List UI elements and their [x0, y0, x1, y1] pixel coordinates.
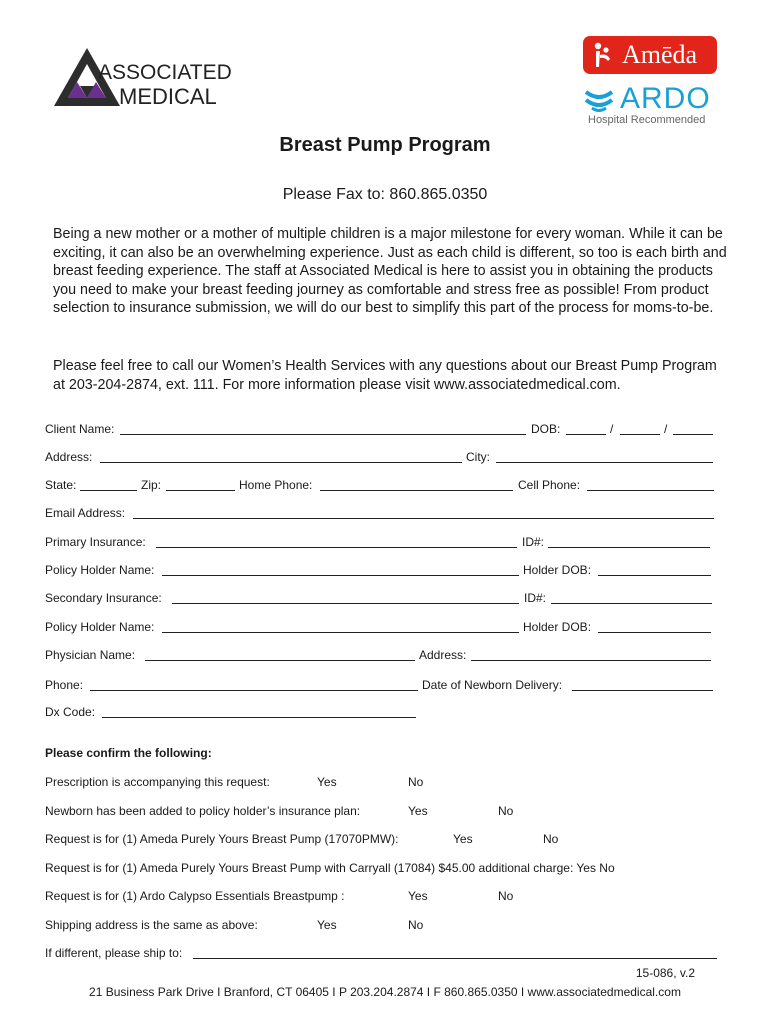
cell-phone-label: Cell Phone: [518, 478, 581, 492]
email-label: Email Address: [45, 506, 126, 520]
confirm-item-label: Newborn has been added to policy holder’s insurance plan: [45, 804, 361, 818]
confirm-no-option[interactable]: No [408, 775, 424, 789]
client-name-label: Client Name: [45, 422, 115, 436]
fax-number-line: Please Fax to: 860.865.0350 [282, 186, 488, 203]
dx-code-label: Dx Code: [45, 705, 96, 719]
confirm-heading: Please confirm the following: [45, 746, 212, 760]
cell-phone-field[interactable] [587, 490, 714, 491]
confirm-no-option[interactable]: No [498, 804, 514, 818]
ardo-logo [584, 84, 718, 130]
policy-holder-name-label: Policy Holder Name: [45, 563, 155, 577]
holder-dob-field-2[interactable] [598, 632, 711, 633]
confirm-yes-option[interactable]: Yes [408, 889, 428, 903]
primary-insurance-label: Primary Insurance: [45, 535, 146, 549]
dob-label: DOB: [531, 422, 561, 436]
home-phone-field[interactable] [320, 490, 513, 491]
ship-to-row [45, 945, 715, 963]
confirm-item-label: Request is for (1) Ameda Purely Yours Breast Pump with Carryall (17084) $45.00 additional charge: Yes No [45, 861, 615, 875]
policy-holder-name-field[interactable] [162, 575, 519, 576]
ardo-wave-icon [584, 86, 614, 114]
confirm-item-5 [45, 888, 715, 906]
address-field[interactable] [100, 462, 462, 463]
state-label: State: [45, 478, 77, 492]
physician-row [45, 647, 715, 665]
email-field[interactable] [133, 518, 714, 519]
dx-code-row [45, 704, 715, 722]
physician-name-field[interactable] [145, 660, 415, 661]
phone-label: Phone: [45, 678, 84, 692]
confirm-item-1 [45, 774, 715, 792]
confirm-item-3 [45, 831, 715, 849]
confirm-no-option[interactable]: No [543, 832, 559, 846]
footer-contact: 21 Business Park Drive I Branford, CT 06405 I P 203.204.2874 I F 860.865.0350 I www.associatedmedical.com [89, 985, 681, 999]
client-name-row [45, 421, 715, 439]
secondary-insurance-field[interactable] [172, 603, 519, 604]
policy-holder-name-field-2[interactable] [162, 632, 519, 633]
intro-paragraph-1: Being a new mother or a mother of multiple children is a major milestone for every woman. While it can be exciting, it can also be an overwhelming experience. Just as each child is different, so too is each birth and breast feeding experience. The staff at Associated Medical is here to assist you in obtaining the products you need to make your breast feeding journey as comfortable and stress free as possible! From product selection to insurance submission, we will do our best to simplify this part of the process for moms-to-be. [53, 226, 727, 317]
dob-separator: / [610, 422, 614, 436]
confirm-item-6 [45, 917, 715, 935]
dob-day-field[interactable] [620, 434, 660, 435]
confirm-item-label: Request is for (1) Ardo Calypso Essentials Breastpump : [45, 889, 345, 903]
physician-address-label: Address: [419, 648, 467, 662]
city-label: City: [466, 450, 490, 464]
confirm-no-option[interactable]: No [498, 889, 514, 903]
phone-field[interactable] [90, 690, 418, 691]
dob-year-field[interactable] [673, 434, 713, 435]
confirm-yes-option[interactable]: Yes [317, 775, 337, 789]
policy-holder-row-1 [45, 562, 715, 580]
confirm-item-label: Prescription is accompanying this request: [45, 775, 270, 789]
confirm-yes-option[interactable]: Yes [317, 918, 337, 932]
holder-dob-field[interactable] [598, 575, 711, 576]
secondary-insurance-row [45, 590, 715, 608]
state-zip-phone-row [45, 477, 715, 495]
physician-address-field[interactable] [471, 660, 711, 661]
ameda-mother-icon [591, 41, 613, 69]
logo-text-medical: MEDICAL [119, 84, 217, 109]
confirm-item-label: Request is for (1) Ameda Purely Yours Breast Pump (17070PMW): [45, 832, 399, 846]
primary-id-field[interactable] [548, 547, 710, 548]
form-number: 15-086, v.2 [635, 966, 695, 980]
holder-dob-label: Holder DOB: [523, 563, 592, 577]
page-title: Breast Pump Program [279, 134, 491, 156]
email-row [45, 505, 715, 523]
ardo-tagline: Hospital Recommended [588, 114, 706, 126]
ameda-logo [583, 36, 717, 74]
primary-insurance-row [45, 534, 715, 552]
dob-month-field[interactable] [566, 434, 606, 435]
secondary-id-field[interactable] [551, 603, 712, 604]
city-field[interactable] [496, 462, 713, 463]
confirm-item-4 [45, 860, 715, 878]
ship-to-label: If different, please ship to: [45, 946, 183, 960]
newborn-delivery-field[interactable] [572, 690, 713, 691]
logo-text-associated: ASSOCIATED [98, 61, 232, 84]
policy-holder-name-label: Policy Holder Name: [45, 620, 155, 634]
physician-name-label: Physician Name: [45, 648, 136, 662]
intro-paragraph-2: Please feel free to call our Women’s Health Services with any questions about our Breast Pump Program at 203-204-2874, ext. 111. For more information please visit www.associatedmedical.com. [53, 358, 717, 393]
confirm-item-2 [45, 803, 715, 821]
holder-dob-label: Holder DOB: [523, 620, 592, 634]
ardo-wordmark: ARDO [620, 82, 711, 115]
ameda-wordmark: Amēda [622, 40, 698, 69]
primary-id-label: ID#: [522, 535, 545, 549]
zip-label: Zip: [141, 478, 162, 492]
phone-delivery-row [45, 677, 715, 695]
policy-holder-row-2 [45, 619, 715, 637]
confirm-yes-option[interactable]: Yes [408, 804, 428, 818]
confirm-yes-option[interactable]: Yes [453, 832, 473, 846]
secondary-id-label: ID#: [524, 591, 547, 605]
dob-separator: / [664, 422, 668, 436]
dx-code-field[interactable] [102, 717, 416, 718]
home-phone-label: Home Phone: [239, 478, 313, 492]
zip-field[interactable] [166, 490, 235, 491]
newborn-delivery-label: Date of Newborn Delivery: [422, 678, 563, 692]
associated-medical-logo [52, 46, 232, 108]
client-name-field[interactable] [120, 434, 526, 435]
confirm-no-option[interactable]: No [408, 918, 424, 932]
primary-insurance-field[interactable] [156, 547, 517, 548]
address-label: Address: [45, 450, 93, 464]
state-field[interactable] [80, 490, 137, 491]
ship-to-field[interactable] [193, 958, 717, 959]
address-row [45, 449, 715, 467]
secondary-insurance-label: Secondary Insurance: [45, 591, 162, 605]
confirm-item-label: Shipping address is the same as above: [45, 918, 258, 932]
